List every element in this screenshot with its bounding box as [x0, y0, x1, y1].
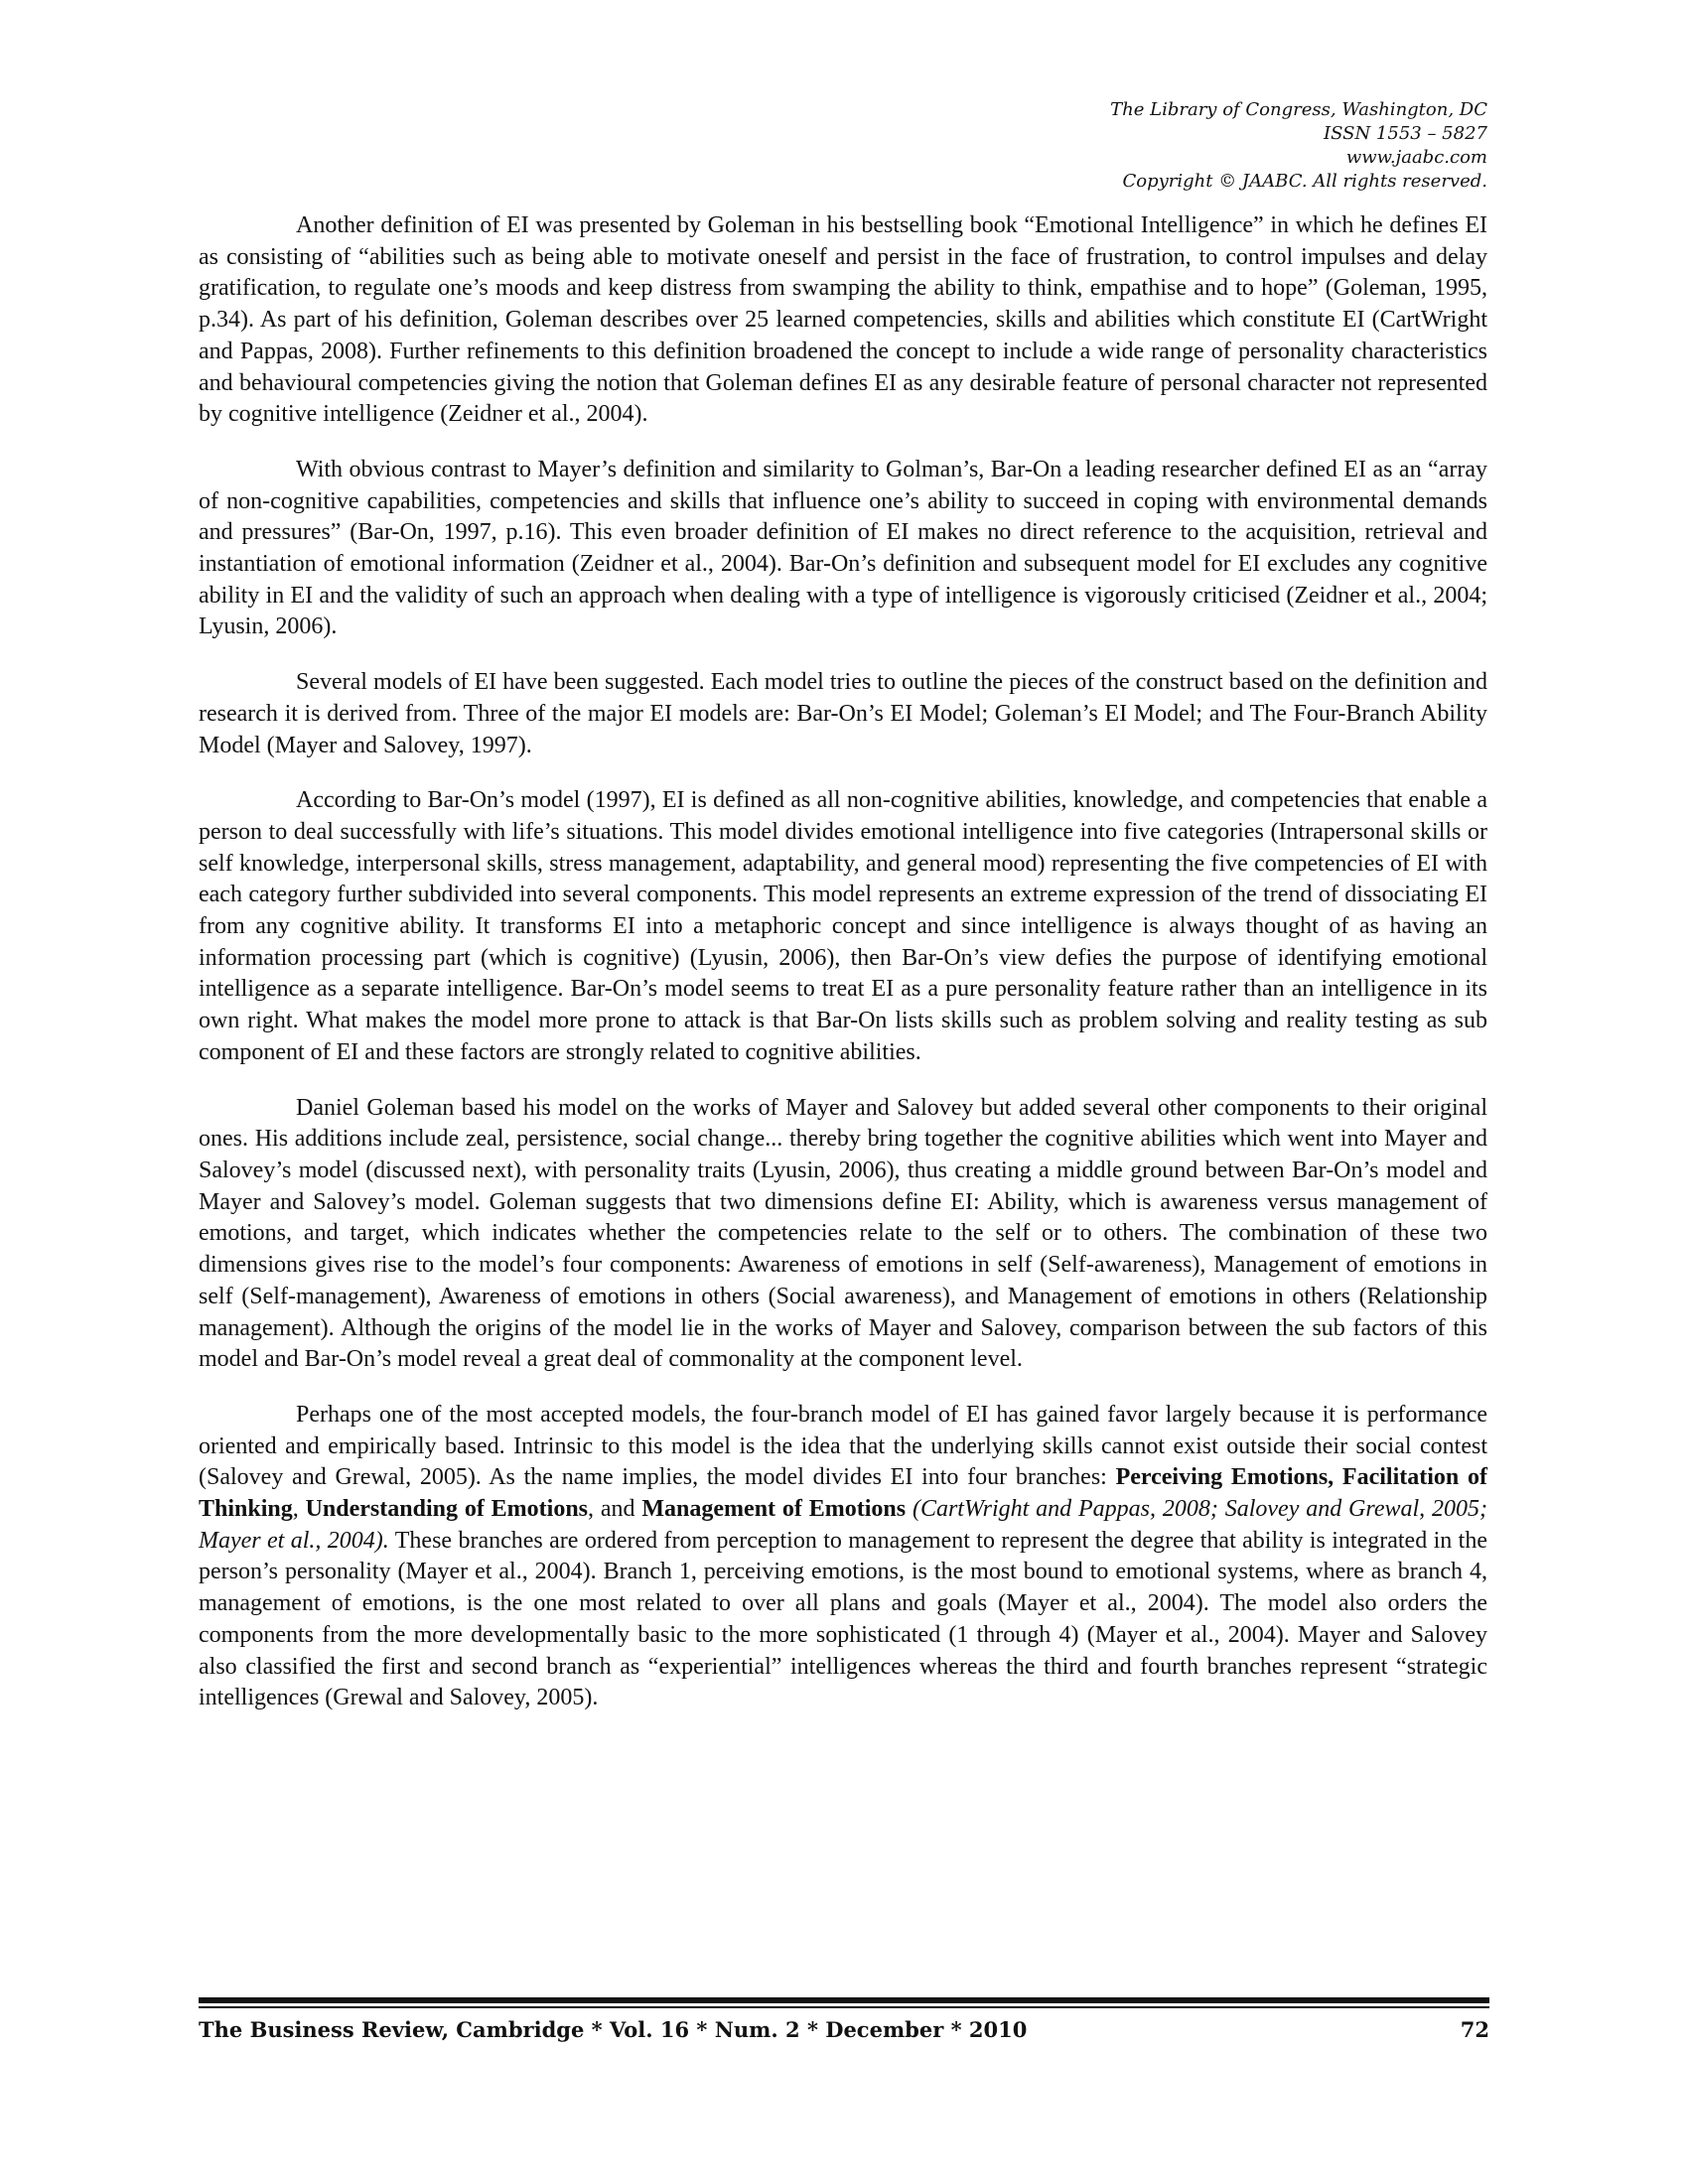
text-run: ,	[292, 1496, 306, 1523]
paragraph-bar-on-model: According to Bar-On’s model (1997), EI is defined as all non-cognitive abilities, knowledge, and competencies that enable a person to deal successfully with life’s situations. This model divides emotional intelligence into five categories (Intrapersonal skills or self knowledge, interpersonal skills, stress management, adaptability, and general mood) representing the five competencies of EI with each category further subdivided into several components. This model represents an extreme expression of the trend of dissociating EI from any cognitive ability. It transforms EI into a metaphoric concept and since intelligence is always thought of as having an information processing part (which is cognitive) (Lyusin, 2006), then Bar-On’s view defies the purpose of identifying emotional intelligence as a separate intelligence. Bar-On’s model seems to treat EI as a pure personality feature rather than an intelligence in its own right. What makes the model more prone to attack is that Bar-On lists skills such as problem solving and reality testing as sub component of EI and these factors are strongly related to cognitive abilities.	[199, 787, 1487, 1065]
body-text	[199, 210, 1487, 1738]
header-website: www.jaabc.com	[1345, 147, 1487, 168]
footer-rule-thick	[199, 1997, 1489, 2003]
bold-branch-3: Understanding of Emotions	[305, 1496, 589, 1523]
paragraph-goleman-definition: Another definition of EI was presented by Goleman in his bestselling book “Emotional Intelligence” in which he defines EI as consisting of “abilities such as being able to motivate oneself and persist in the face of frustration, to control impulses and delay gratification, to regulate one’s moods and keep distress from swamping the ability to think, empathise and to hope” (Goleman, 1995, p.34). As part of his definition, Goleman describes over 25 learned competencies, skills and abilities which constitute EI (CartWright and Pappas, 2008). Further refinements to this definition broadened the concept to include a wide range of personality characteristics and behavioural competencies giving the notion that Goleman defines EI as any desirable feature of personal character not represented by cognitive intelligence (Zeidner et al., 2004).	[199, 212, 1487, 428]
bold-branch-4: Management of Emotions	[641, 1496, 907, 1523]
paragraph-four-branch-model	[199, 1400, 1487, 1714]
paragraph-goleman-model: Daniel Goleman based his model on the works of Mayer and Salovey but added several other components to their original ones. His additions include zeal, persistence, social change... thereby bring together the cognitive abilities which went into Mayer and Salovey’s model (discussed next), with personality traits (Lyusin, 2006), thus creating a middle ground between Bar-On’s model and Mayer and Salovey’s model. Goleman suggests that two dimensions define EI: Ability, which is awareness versus management of emotions, and target, which indicates whether the competencies relate to the self or to others. The combination of these two dimensions gives rise to the model’s four components: Awareness of emotions in self (Self-awareness), Management of emotions in self (Self-management), Awareness of emotions in others (Social awareness), and Management of emotions in others (Relationship management). Although the origins of the model lie in the works of Mayer and Salovey, comparison between the sub factors of this model and Bar-On’s model reveal a great deal of commonality at the component level.	[199, 1094, 1487, 1373]
text-run	[906, 1496, 913, 1522]
paragraph-bar-on-definition: With obvious contrast to Mayer’s definition and similarity to Golman’s, Bar-On a leading researcher defined EI as an “array of non-cognitive capabilities, competencies and skills that influence one’s ability to succeed in coping with environmental demands and pressures” (Bar-On, 1997, p.16). This even broader definition of EI makes no direct reference to the acquisition, retrieval and instantiation of emotional information (Zeidner et al., 2004). Bar-On’s definition and subsequent model for EI excludes any cognitive ability in EI and the validity of such an approach when dealing with a type of intelligence is vigorously criticised (Zeidner et al., 2004; Lyusin, 2006).	[199, 456, 1487, 640]
italic-citation: (CartWright and Pappas, 2008; Salovey and Grewal, 2005; Mayer et al., 2004).	[199, 1496, 1488, 1554]
footer-rule-thin	[199, 2006, 1489, 2008]
page-number: 72	[1460, 2017, 1489, 2042]
header-library: The Library of Congress, Washington, DC	[1110, 99, 1487, 120]
running-header	[1110, 98, 1487, 194]
text-run: , and	[588, 1496, 642, 1523]
header-issn: ISSN 1553 – 5827	[1324, 123, 1487, 144]
paragraph-ei-models: Several models of EI have been suggested. Each model tries to outline the pieces of the construct based on the definition and research it is derived from. Three of the major EI models are: Bar-On’s EI Model; Goleman’s EI Model; and The Four-Branch Ability Model (Mayer and Salovey, 1997).	[199, 669, 1487, 758]
text-run: These branches are ordered from perception to management to represent the degree that ability is integrated in the person’s personality (Mayer et al., 2004). Branch 1, perceiving emotions, is the most bound to emotional systems, where as branch 4, management of emotions, is the one most related to over all plans and goals (Mayer et al., 2004). The model also orders the components from the more developmentally basic to the more sophisticated (1 through 4) (Mayer et al., 2004). Mayer and Salovey also classified the first and second branch as “experiential” intelligences whereas the third and fourth branches represent “strategic intelligences (Grewal and Salovey, 2005).	[199, 1527, 1487, 1711]
header-copyright: Copyright © JAABC. All rights reserved.	[1122, 171, 1487, 192]
bold-branches-1-2: Perceiving Emotions, Facilitation of Thinking	[199, 1464, 1487, 1523]
text-run: Perhaps one of the most accepted models, the four-branch model of EI has gained favor largely because it is performance oriented and empirically based. Intrinsic to this model is the idea that the underlying skills cannot exist outside their social contest (Salovey and Grewal, 2005). As the name implies, the model divides EI into four branches:	[199, 1401, 1487, 1491]
footer-journal: The Business Review, Cambridge * Vol. 16 * Num. 2 * December * 2010	[199, 2017, 1028, 2042]
